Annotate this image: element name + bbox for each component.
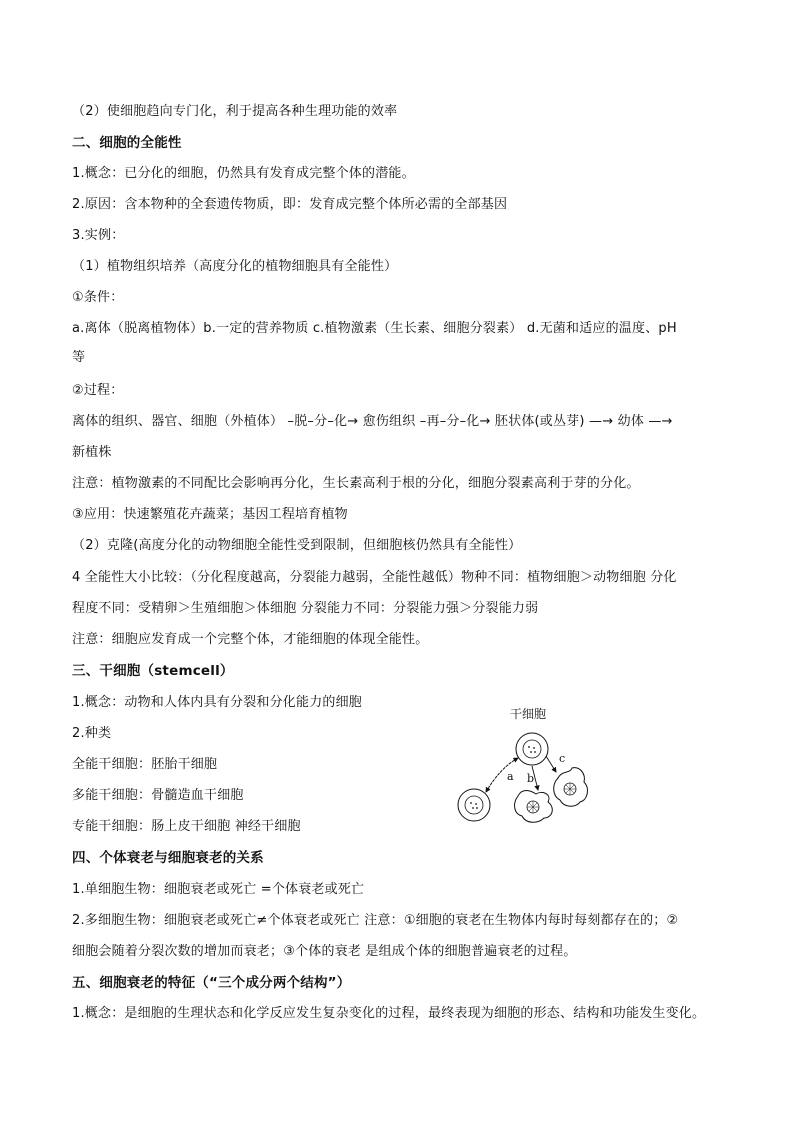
arrow-label-c: c: [559, 752, 566, 765]
arrows: [486, 756, 556, 792]
text-line: 离体的组织、器官、细胞（外植体） –脱–分–化→ 愈伤组织 –再–分–化→ 胚状体(或丛芽) —→ 幼体 —→: [72, 414, 673, 429]
text-line: 1.单细胞生物：细胞衰老或死亡 =个体衰老或死亡: [72, 882, 365, 897]
text-line: 2.原因：含本物种的全套遗传物质，即：发育成完整个体所必需的全部基因: [72, 197, 508, 212]
text-line: 专能干细胞：肠上皮干细胞 神经干细胞: [72, 819, 301, 834]
text-line: （1）植物组织培养（高度分化的植物细胞具有全能性）: [72, 259, 398, 274]
text-line: 新植株: [72, 445, 112, 460]
arrow-label-a: a: [507, 770, 514, 783]
text-line: 细胞会随着分裂次数的增加而衰老；③个体的衰老 是组成个体的细胞普遍衰老的过程。: [72, 944, 577, 959]
section-heading: 三、干细胞（stemcell）: [72, 663, 234, 679]
text-line: （2）使细胞趋向专门化，利于提高各种生理功能的效率: [72, 104, 398, 119]
text-line: 全能干细胞：胚胎干细胞: [72, 757, 218, 772]
text-line: 2.多细胞生物：细胞衰老或死亡≠个体衰老或死亡 注意：①细胞的衰老在生物体内每时每刻都存在的；②: [72, 913, 679, 928]
text-line: ③应用：快速繁殖花卉蔬菜；基因工程培育植物: [72, 507, 348, 522]
text-line: 1.概念：是细胞的生理状态和化学反应发生复杂变化的过程，最终表现为细胞的形态、结构和功能发生变化。: [72, 1006, 706, 1021]
text-line: 1.概念：动物和人体内具有分裂和分化能力的细胞: [72, 695, 363, 710]
text-line: 4 全能性大小比较：（分化程度越高，分裂能力越弱，全能性越低）物种不同：植物细胞＞动物细胞 分化: [72, 570, 677, 585]
text-line: （2）克隆(高度分化的动物细胞全能性受到限制，但细胞核仍然具有全能性）: [72, 538, 522, 553]
text-line: 等: [72, 350, 86, 365]
text-line: ②过程：: [72, 383, 124, 398]
text-line: 注意：植物激素的不同配比会影响再分化，生长素高利于根的分化，细胞分裂素高利于芽的分化。: [72, 476, 640, 491]
text-line: a.离体（脱离植物体）b.一定的营养物质 c.植物激素（生长素、细胞分裂素） d.无菌和适应的温度、pH: [72, 321, 677, 336]
section-heading: 四、个体衰老与细胞衰老的关系: [72, 850, 264, 866]
stem-cell-diagram: [448, 704, 608, 824]
text-line: 1.概念：已分化的细胞，仍然具有发育成完整个体的潜能。: [72, 166, 415, 181]
stem-cell: [516, 733, 548, 765]
diagram-title: 干细胞: [510, 707, 547, 721]
text-line: 3.实例：: [72, 228, 125, 243]
text-line: 注意：细胞应发育成一个完整个体，才能细胞的体现全能性。: [72, 632, 429, 647]
differentiated-cell-b: [515, 791, 553, 823]
daughter-stem-cell: [458, 789, 490, 821]
text-line: 2.种类: [72, 726, 112, 741]
differentiated-cell-c: [554, 768, 588, 807]
text-line: ①条件：: [72, 290, 124, 305]
arrow-label-b: b: [527, 772, 535, 785]
text-line: 多能干细胞：骨髓造血干细胞: [72, 788, 244, 803]
section-heading: 二、细胞的全能性: [72, 135, 182, 151]
text-line: 程度不同：受精卵＞生殖细胞＞体细胞 分裂能力不同：分裂能力强＞分裂能力弱: [72, 601, 539, 616]
section-heading: 五、细胞衰老的特征（“三个成分两个结构”）: [72, 975, 351, 991]
